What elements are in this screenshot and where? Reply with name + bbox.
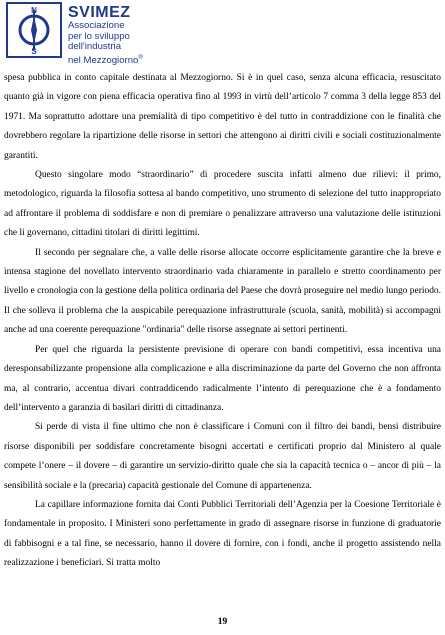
brand-line-1: Associazione [68,20,125,31]
brand-line-4-text: nel Mezzogiorno [68,54,139,66]
body-text [4,69,441,574]
brand-line-2: per lo sviluppo [68,30,130,42]
registered-mark: ® [138,54,143,61]
paragraph-1: spesa pubblica in conto capitale destinata al Mezzogiorno. Si è in quel caso, senza alcuna efficacia, resuscitato quanto già in vigore con piena efficacia operativa fino al 1993 in virtù dell’articolo 7 comma 3 della legge 853 del 1971. Ma soprattutto adottare una premialità di tipo competitivo è del tutto in contraddizione con le finalità che dovrebbero regolare la ripartizione delle risorse in settori che attengono ai diritti civili e sociali costituzionalmente garantiti. [4,73,441,161]
paragraph-4: Per quel che riguarda la persistente previsione di operare con bandi competitivi, essa incentiva una deresponsabilizzante propensione alla complicazione e alla discriminazione da parte del Governo che non affronta ma, al contrario, accentua divari contraddicendo radicalmente l’intento di perequazione che è a fondamento dell’intervento a garanzia di basilari diritti di cittadinanza. [4,344,441,413]
brand-block [68,4,143,67]
brand-line-4 [68,53,143,67]
paragraph-6: La capillare informazione fornita dai Conti Pubblici Territoriali dell’Agenzia per la Coesione Territoriale è fondamentale in proposito. I Ministeri sono perfettamente in grado di assegnare risorse in funzione di graduatorie di fabbisogni e a tal fine, se necessario, hanno il dovere di fornire, con i fondi, anche il progetto assistendo nella realizzazione i beneficiari. Si tratta molto [4,499,441,569]
svimez-logo [6,2,62,58]
compass-logo-icon [8,4,60,56]
page-header [6,2,206,64]
brand-name: SVIMEZ [68,4,131,21]
paragraph-5: Si perde di vista il fine ultimo che non è classificare i Comuni con il filtro dei bandi, bensì distribuire risorse disponibili per soddisfare concretamente bisogni accertati e certificati proprio dal Ministero al quale compete l’onere – il dovere – di garantire un servizio-diritto quale che sia la capacità tecnica o – ancor di più – la sensibilità sociale e la (precaria) capacità gestionale del Comune di appartenenza. [4,422,441,491]
brand-line-3: dell'industria [68,41,122,53]
logo-letter-north: N [31,6,37,15]
paragraph-2: Questo singolare modo “straordinario” di procedere suscita infatti almeno due rilievi: il primo, metodologico, riguarda la filosofia sottesa al bando competitivo, uno strumento di selezione del tutto inappropriato ad affrontare il problema di soddisfare e non di premiare o penalizzare attraverso una valutazione delle istituzioni che li governano, cittadini titolari di diritti legittimi. [4,170,441,239]
page-number: 19 [217,617,228,627]
paragraph-3: Il secondo per segnalare che, a valle delle risorse allocate occorre esplicitamente garantire che la breve e intensa stagione del novellato intervento straordinario vada chiaramente in parallelo e stretto coordinamento per livello e cronologia con la gestione della politica ordinaria del Paese che dovrà proseguire nel medio lungo periodo. Il che solleva il problema che la auspicabile perequazione infrastrutturale (scuola, sanità, mobilità) si accompagni anche ad una coerente perequazione "ordinaria" delle risorse assegnate ai settori pertinenti. [4,247,441,336]
logo-letter-south: S [31,47,37,56]
